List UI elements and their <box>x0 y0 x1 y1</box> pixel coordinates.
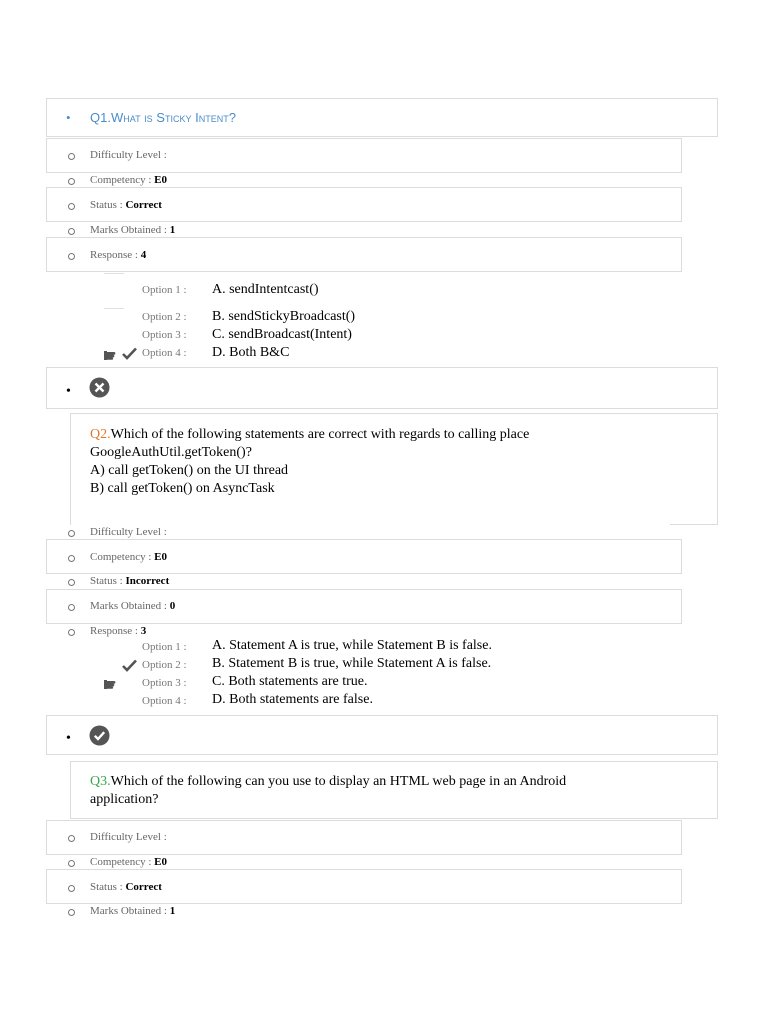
q2-response <box>90 625 146 637</box>
q3-difficulty-bullet <box>68 835 75 842</box>
q1-option-4-text: D. Both B&C <box>212 345 290 360</box>
checkmark-icon <box>122 659 137 672</box>
q1-option-4-label: Option 4 : <box>142 347 187 359</box>
q2-marks-value: 0 <box>169 600 176 612</box>
q1-response-bullet <box>68 253 75 260</box>
q1-marks-label: Marks Obtained : <box>90 224 167 236</box>
q2-marks-label: Marks Obtained : <box>90 600 167 612</box>
q1-title <box>90 110 236 125</box>
q1-option-1-label: Option 1 : <box>142 284 187 296</box>
q3-marks-bullet <box>68 909 75 916</box>
q3-num: Q3. <box>90 774 111 789</box>
q3-competency <box>90 856 167 868</box>
q2-question-line-4: B) call getToken() on AsyncTask <box>90 481 275 496</box>
q2-status-bullet <box>68 579 75 586</box>
q2-option-3-text: C. Both statements are true. <box>212 674 368 689</box>
q1-competency <box>90 174 167 186</box>
check-circle-icon <box>89 725 110 746</box>
q3-question-text <box>90 773 566 809</box>
q1-difficulty-label: Difficulty Level : <box>90 149 167 161</box>
q1-difficulty-bullet <box>68 153 75 160</box>
q1-competency-label: Competency : <box>90 174 152 186</box>
q2-status <box>90 575 169 587</box>
q3-marks-label: Marks Obtained : <box>90 905 167 917</box>
q1-bullet: • <box>66 110 71 125</box>
q3-competency-label: Competency : <box>90 856 152 868</box>
q2-question-line-2: GoogleAuthUtil.getToken()? <box>90 445 252 460</box>
q2-competency-bullet <box>68 555 75 562</box>
q1-status <box>90 199 162 211</box>
q2-difficulty <box>90 526 167 538</box>
q2-status-label: Status : <box>90 575 123 587</box>
q1-option-2-label: Option 2 : <box>142 311 187 323</box>
q3-marks-value: 1 <box>169 905 176 917</box>
pointing-hand-icon <box>104 347 120 361</box>
q2-competency-value: E0 <box>154 551 167 563</box>
x-circle-icon <box>89 377 110 398</box>
q2-competency-label: Competency : <box>90 551 152 563</box>
q3-question-line-2: application? <box>90 792 159 807</box>
q1-status-label: Status : <box>90 199 123 211</box>
q2-response-value: 3 <box>140 625 147 637</box>
q3-result-box <box>46 715 718 755</box>
q2-option-4-label: Option 4 : <box>142 695 187 707</box>
q3-competency-value: E0 <box>154 856 167 868</box>
q3-status-value: Correct <box>125 881 162 893</box>
checkmark-icon <box>122 347 137 360</box>
q1-marks-value: 1 <box>169 224 176 236</box>
q1-divider-2 <box>104 308 124 309</box>
q3-status <box>90 881 162 893</box>
q2-marks-bullet <box>68 604 75 611</box>
q1-option-1-text: A. sendIntentcast() <box>212 282 319 297</box>
q2-question-line-1 <box>90 426 529 444</box>
q3-competency-bullet <box>68 860 75 867</box>
q2-response-label: Response : <box>90 625 138 637</box>
q1-response <box>90 249 146 261</box>
q1-marks-bullet <box>68 228 75 235</box>
q1-competency-bullet <box>68 178 75 185</box>
q2-bullet: • <box>66 384 71 399</box>
q2-question-box-bottom <box>670 524 718 525</box>
q2-difficulty-bullet <box>68 530 75 537</box>
q2-option-1-text: A. Statement A is true, while Statement B is false. <box>212 638 492 653</box>
q1-status-bullet <box>68 203 75 210</box>
q1-response-value: 4 <box>140 249 147 261</box>
pointing-hand-icon <box>104 676 120 690</box>
q2-num: Q2. <box>90 427 111 442</box>
q2-question-text <box>90 426 529 498</box>
q3-difficulty <box>90 831 167 843</box>
q1-option-3-label: Option 3 : <box>142 329 187 341</box>
q2-difficulty-label: Difficulty Level : <box>90 526 167 538</box>
q3-question-line-1 <box>90 773 566 791</box>
q2-response-bullet <box>68 629 75 636</box>
q1-marks <box>90 224 175 236</box>
q2-marks <box>90 600 175 612</box>
q3-difficulty-label: Difficulty Level : <box>90 831 167 843</box>
q2-option-2-label: Option 2 : <box>142 659 187 671</box>
q2-result-box <box>46 367 718 409</box>
q1-divider <box>104 273 124 274</box>
q2-line-1: Which of the following statements are correct with regards to calling place <box>110 427 530 442</box>
q1-option-3-text: C. sendBroadcast(Intent) <box>212 327 352 342</box>
q1-option-2-text: B. sendStickyBroadcast() <box>212 309 356 324</box>
q3-bullet: • <box>66 731 71 746</box>
q1-competency-value: E0 <box>154 174 167 186</box>
q2-competency <box>90 551 167 563</box>
q3-marks <box>90 905 175 917</box>
q3-line-1: Which of the following can you use to display an HTML web page in an Android <box>110 774 567 789</box>
q2-question-line-3: A) call getToken() on the UI thread <box>90 463 289 478</box>
q3-status-bullet <box>68 885 75 892</box>
q3-status-label: Status : <box>90 881 123 893</box>
q2-status-value: Incorrect <box>125 575 170 587</box>
q2-option-3-label: Option 3 : <box>142 677 187 689</box>
q1-title-text: What is Sticky Intent? <box>110 110 236 125</box>
q1-difficulty <box>90 149 167 161</box>
q2-option-4-text: D. Both statements are false. <box>212 692 373 707</box>
q1-title-num: Q1. <box>90 110 111 125</box>
q1-response-label: Response : <box>90 249 138 261</box>
q1-status-value: Correct <box>125 199 162 211</box>
q2-option-1-label: Option 1 : <box>142 641 187 653</box>
q2-option-2-text: B. Statement B is true, while Statement A is false. <box>212 656 492 671</box>
